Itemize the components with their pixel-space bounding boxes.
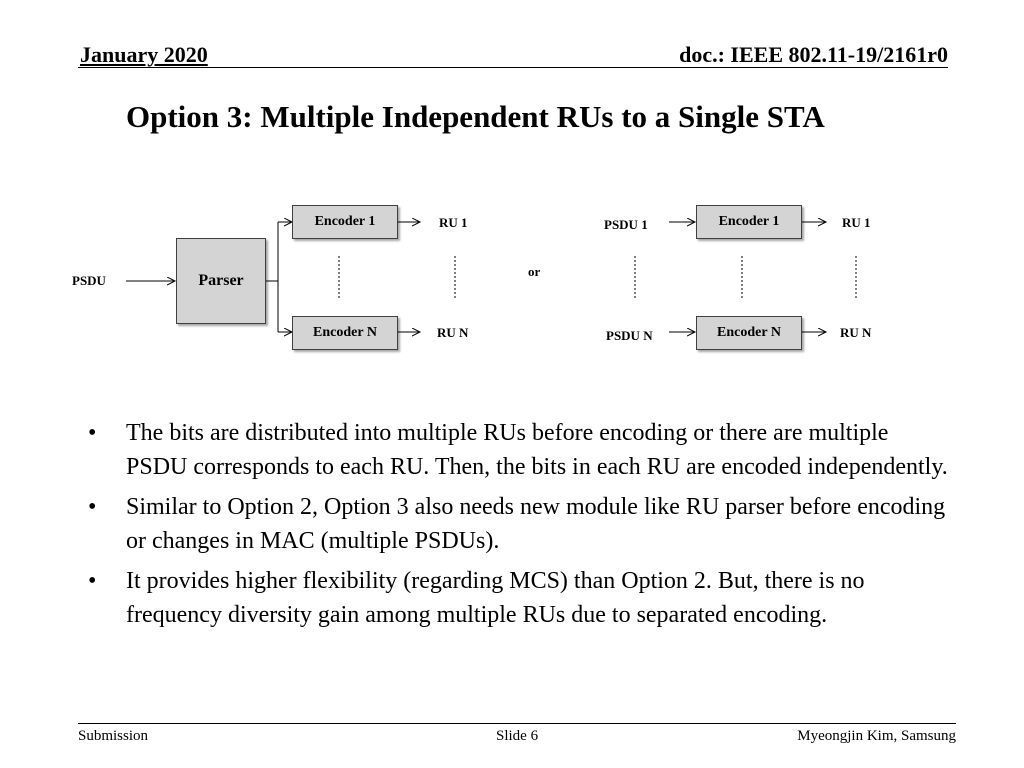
- footer-slide-number: Slide 6: [496, 728, 539, 744]
- header-date: January 2020: [80, 42, 208, 67]
- or-separator: or: [528, 264, 541, 279]
- bullet-item: [88, 416, 948, 484]
- header-doc-id: doc.: IEEE 802.11-19/2161r0: [679, 42, 948, 67]
- footer-author: Myeongjin Kim, Samsung: [797, 728, 956, 744]
- bullet-text: It provides higher flexibility (regarding MCS) than Option 2. But, there is no frequency diversity gain among multiple RUs due to separated encoding.: [126, 568, 865, 628]
- right-psdu-1-label: PSDU 1: [604, 217, 648, 232]
- parser-block: Parser: [176, 238, 266, 324]
- left-psdu-label: PSDU: [72, 273, 106, 288]
- right-ru-1-label: RU 1: [842, 215, 871, 230]
- bullet-marker: •: [88, 494, 97, 520]
- bullet-list: [88, 416, 948, 638]
- right-encoder-n-block: Encoder N: [696, 316, 802, 350]
- bullet-item: [88, 490, 948, 558]
- left-encoder-1-block: Encoder 1: [292, 205, 398, 239]
- left-ru-n-label: RU N: [437, 325, 469, 340]
- bullet-marker: •: [88, 420, 97, 446]
- bullet-item: [88, 564, 948, 632]
- bullet-text: The bits are distributed into multiple RUs before encoding or there are multiple PSDU corresponds to each RU. Then, the bits in each RU are encoded independently.: [126, 420, 948, 480]
- footer-submission: Submission: [78, 728, 149, 744]
- right-psdu-n-label: PSDU N: [606, 328, 653, 343]
- right-ru-n-label: RU N: [840, 325, 872, 340]
- footer-divider: [78, 723, 956, 724]
- bullet-marker: •: [88, 568, 97, 594]
- left-ru-1-label: RU 1: [439, 215, 468, 230]
- left-encoder-n-block: Encoder N: [292, 316, 398, 350]
- slide-title: Option 3: Multiple Independent RUs to a Single STA: [126, 99, 825, 134]
- right-encoder-1-block: Encoder 1: [696, 205, 802, 239]
- bullet-text: Similar to Option 2, Option 3 also needs new module like RU parser before encoding or changes in MAC (multiple PSDUs).: [126, 494, 946, 554]
